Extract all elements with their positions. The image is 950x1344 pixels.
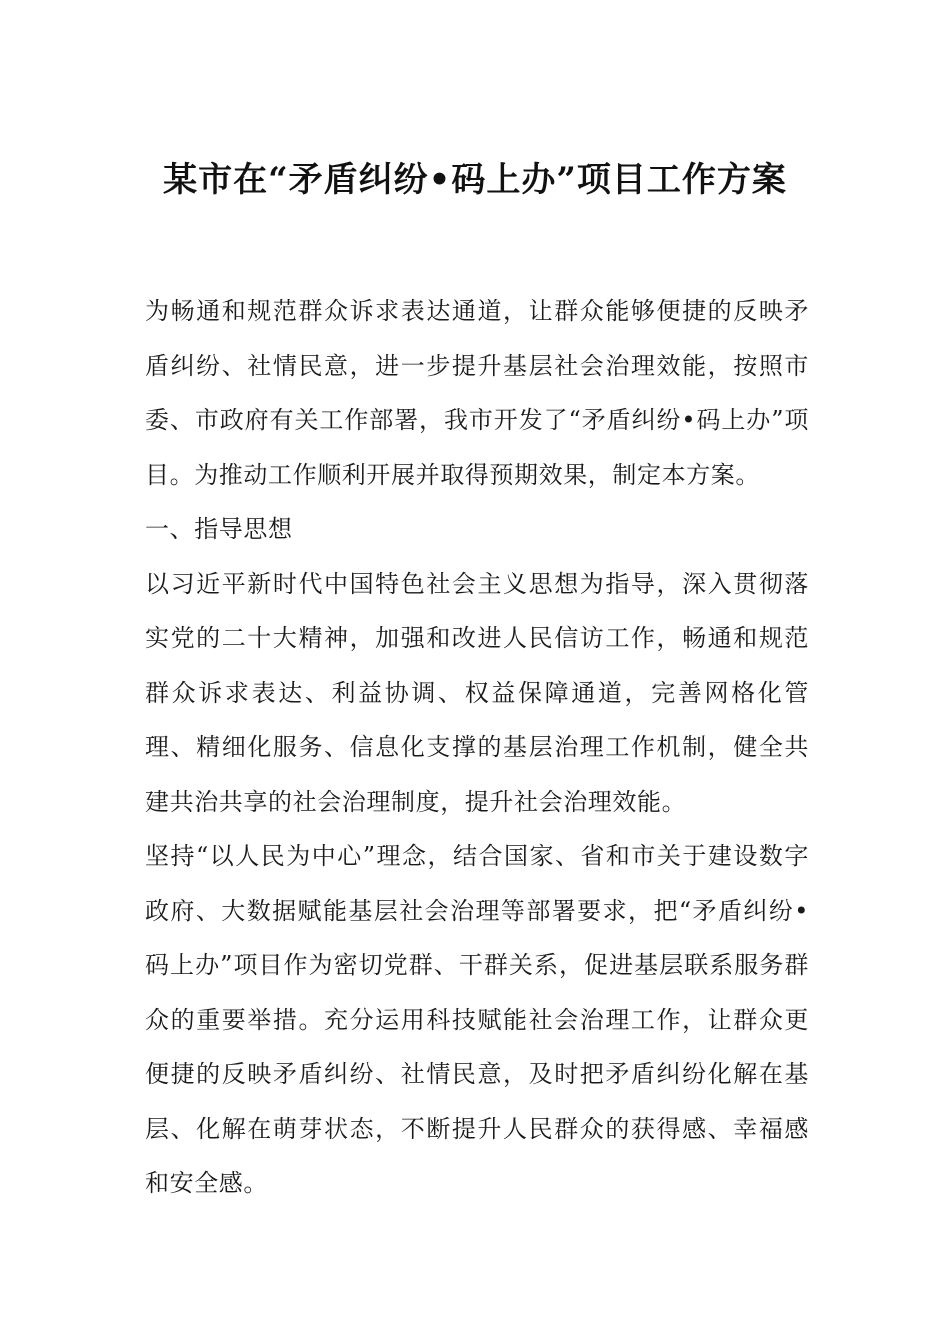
guiding-ideology-paragraph-2: 坚持“以人民为中心”理念，结合国家、省和市关于建设数字政府、大数据赋能基层社会治理等部署要求，把“矛盾纠纷•码上办”项目作为密切党群、干群关系，促进基层联系服务群众的重要举措。充分运用科技赋能社会治理工作，让群众更便捷的反映矛盾纠纷、社情民意，及时把矛盾纠纷化解在基层、化解在萌芽状态，不断提升人民群众的获得感、幸福感和安全感。 <box>145 842 809 1197</box>
guiding-ideology-paragraph-1: 以习近平新时代中国特色社会主义思想为指导，深入贯彻落实党的二十大精神，加强和改进人民信访工作，畅通和规范群众诉求表达、利益协调、权益保障通道，完善网格化管理、精细化服务、信息化支撑的基层治理工作机制，健全共建共治共享的社会治理制度，提升社会治理效能。 <box>145 569 809 816</box>
intro-paragraph: 为畅通和规范群众诉求表达通道，让群众能够便捷的反映矛盾纠纷、社情民意，进一步提升基层社会治理效能，按照市委、市政府有关工作部署，我市开发了“矛盾纠纷•码上办”项目。为推动工作顺利开展并取得预期效果，制定本方案。 <box>145 297 809 489</box>
section-heading-guiding-ideology: 一、指导思想 <box>145 515 293 543</box>
document-body <box>145 284 809 1211</box>
document-title: 某市在“矛盾纠纷•码上办”项目工作方案 <box>163 160 787 200</box>
